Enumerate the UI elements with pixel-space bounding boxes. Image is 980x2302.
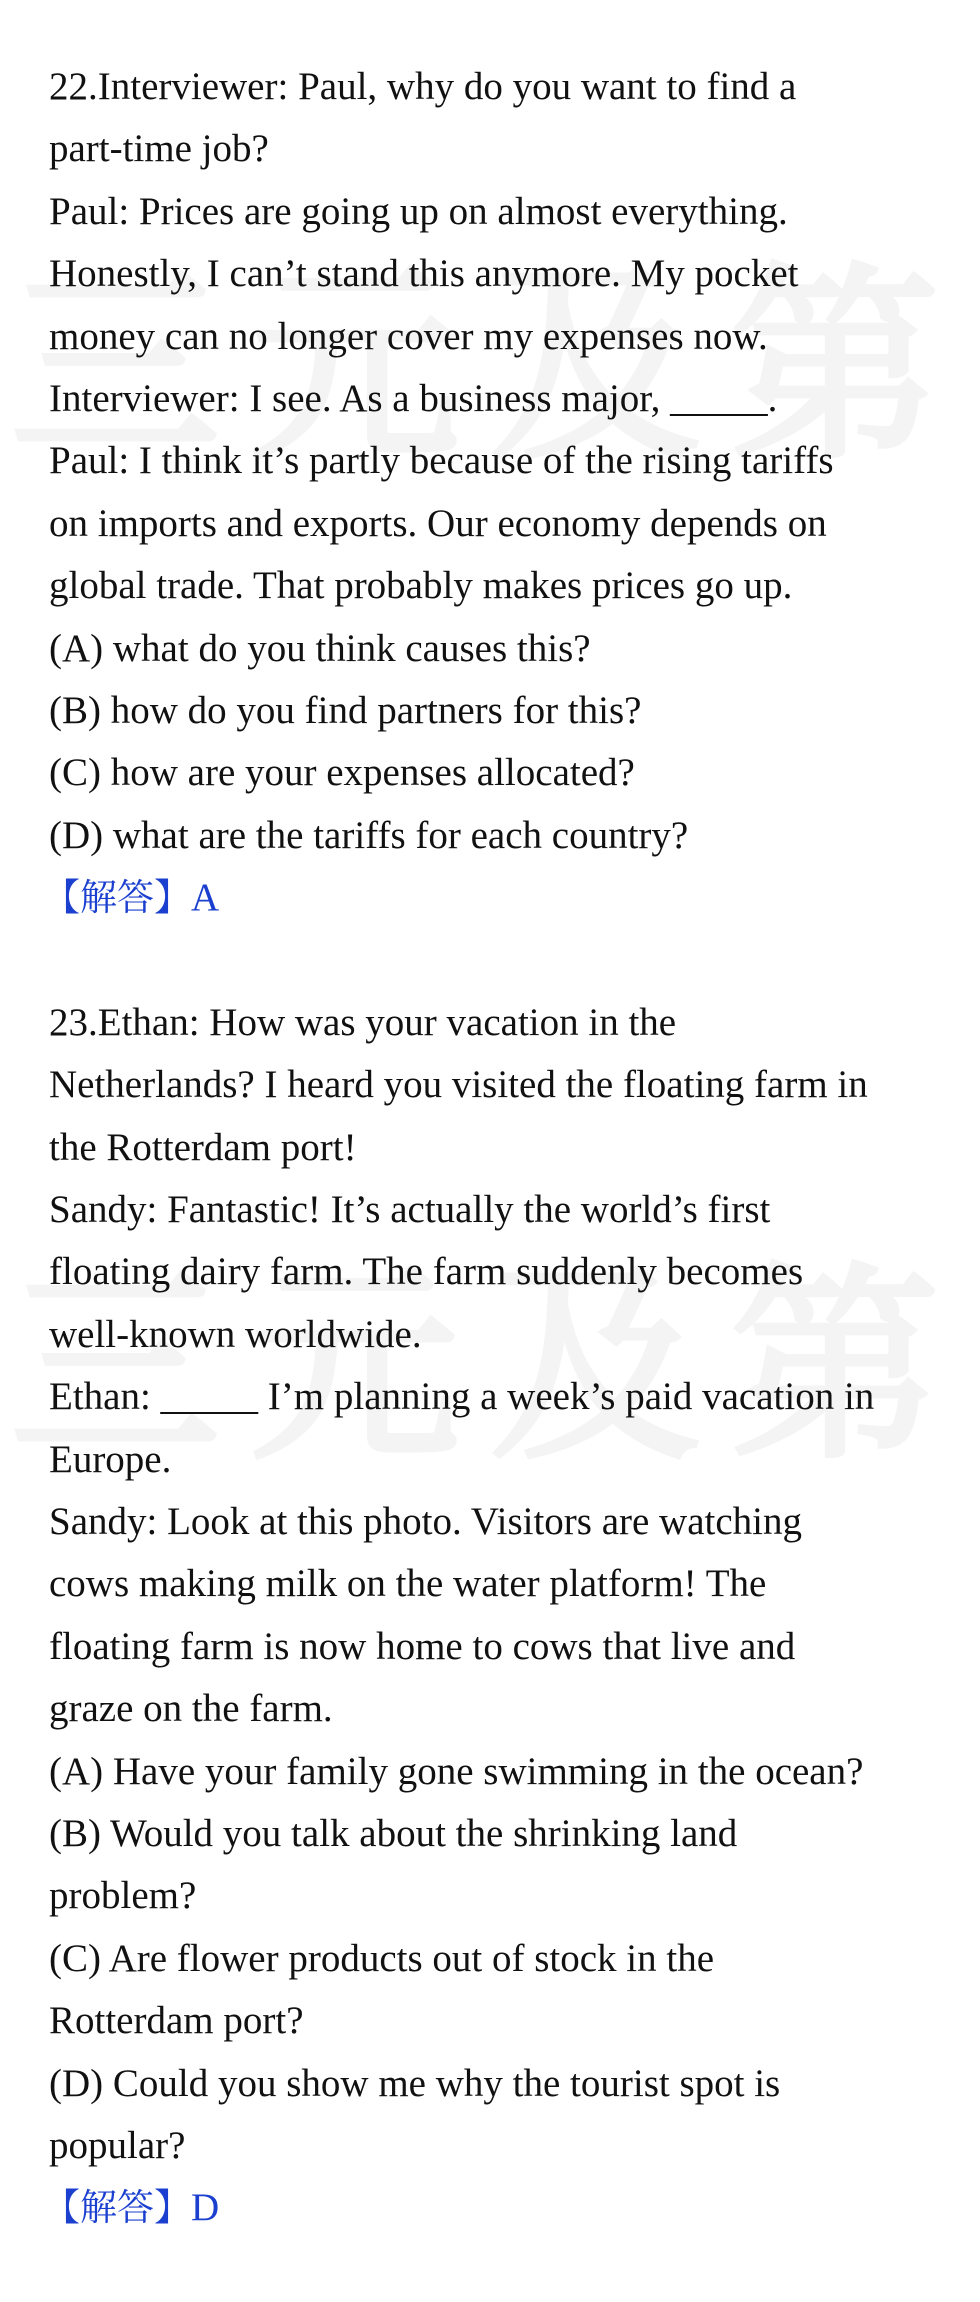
answer-label: 【解答】 <box>43 2186 191 2230</box>
option-c-continued: Rotterdam port? <box>49 1999 304 2043</box>
option-a: (A) Have your family gone swimming in the ocean? <box>49 1749 864 1793</box>
option-d: (D) what are the tariffs for each country? <box>49 813 689 857</box>
dialogue-line: Interviewer: I see. As a business major, _____. <box>49 377 778 421</box>
answer-line <box>43 2177 949 2239</box>
option-c: (C) how are your expenses allocated? <box>49 751 635 795</box>
question-22 <box>43 56 949 930</box>
dialogue-line: graze on the farm. <box>49 1687 333 1731</box>
dialogue-line: Honestly, I can’t stand this anymore. My pocket <box>49 252 799 296</box>
answer-value: A <box>191 876 220 920</box>
option-d-continued: popular? <box>49 2124 186 2167</box>
dialogue-line: floating farm is now home to cows that live and <box>49 1624 796 1668</box>
dialogue-line: Sandy: Fantastic! It’s actually the world’s first <box>49 1187 771 1231</box>
dialogue-line: Paul: I think it’s partly because of the rising tariffs <box>49 439 834 483</box>
dialogue-line: Ethan: _____ I’m planning a week’s paid vacation in <box>49 1375 875 1419</box>
dialogue-line: Europe. <box>49 1437 172 1481</box>
question-line: part-time job? <box>49 127 269 171</box>
option-a: (A) what do you think causes this? <box>49 626 591 670</box>
question-line: 23.Ethan: How was your vacation in the <box>49 1000 677 1044</box>
dialogue-line: money can no longer cover my expenses now. <box>49 314 768 358</box>
question-23 <box>43 992 949 2240</box>
dialogue-line: floating dairy farm. The farm suddenly becomes <box>49 1250 804 1294</box>
option-b: (B) Would you talk about the shrinking land <box>49 1811 738 1855</box>
dialogue-line: on imports and exports. Our economy depends on <box>49 501 827 545</box>
question-line: 22.Interviewer: Paul, why do you want to find a <box>49 65 797 108</box>
option-c: (C) Are flower products out of stock in the <box>49 1936 715 1980</box>
answer-value: D <box>191 2186 220 2230</box>
document-body <box>43 56 949 2302</box>
option-b: (B) how do you find partners for this? <box>49 689 642 733</box>
option-b-continued: problem? <box>49 1874 197 1918</box>
question-line: the Rotterdam port! <box>49 1125 357 1169</box>
question-line: Netherlands? I heard you visited the floating farm in <box>49 1063 868 1107</box>
answer-line <box>43 867 949 929</box>
dialogue-line: global trade. That probably makes prices go up. <box>49 564 793 608</box>
answer-label: 【解答】 <box>43 876 191 920</box>
dialogue-line: well-known worldwide. <box>49 1312 422 1356</box>
dialogue-line: Sandy: Look at this photo. Visitors are watching <box>49 1499 803 1543</box>
dialogue-line: Paul: Prices are going up on almost everything. <box>49 189 788 233</box>
option-d: (D) Could you show me why the tourist spot is <box>49 2061 781 2105</box>
dialogue-line: cows making milk on the water platform! The <box>49 1562 767 1606</box>
